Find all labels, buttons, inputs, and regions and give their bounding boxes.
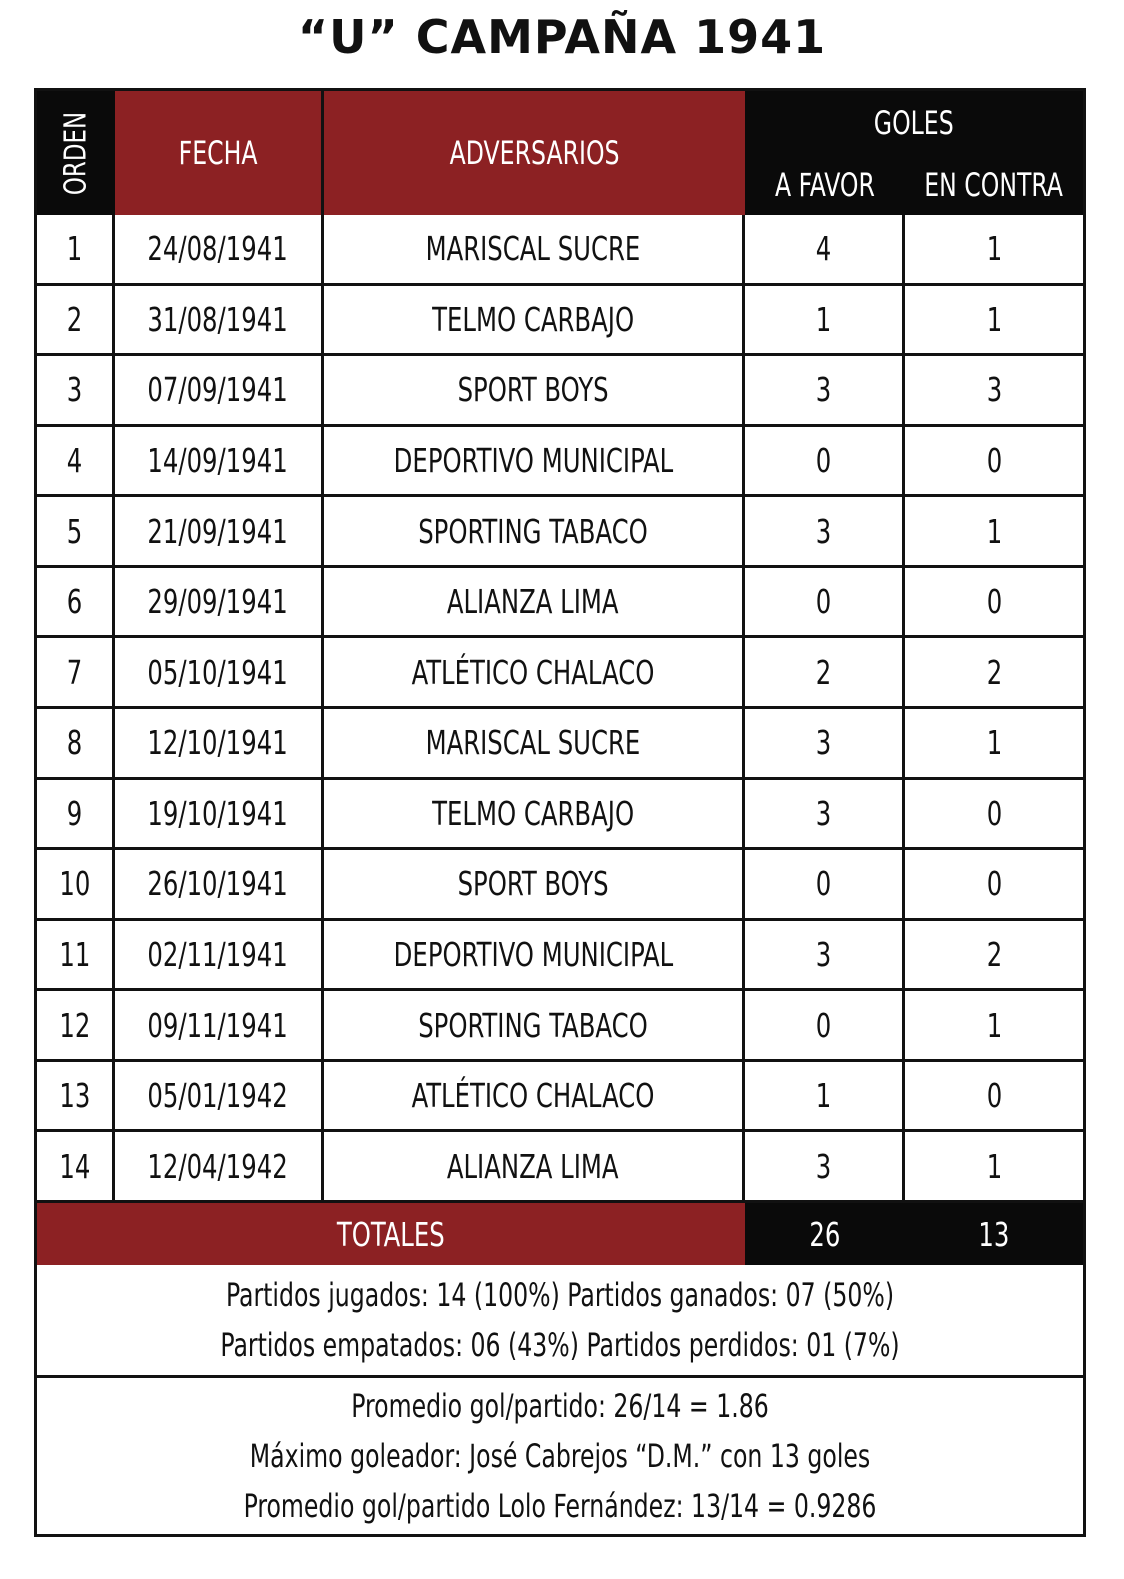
cell-a-favor xyxy=(745,427,905,498)
cell-adversario-text: SPORT BOYS xyxy=(457,864,609,904)
cell-fecha xyxy=(115,1132,324,1203)
stats-line-1: Promedio gol/partido: 26/14 = 1.86 xyxy=(351,1387,769,1425)
cell-fecha-text: 07/09/1941 xyxy=(147,370,289,410)
cell-fecha-text: 21/09/1941 xyxy=(147,511,289,551)
header-a-favor xyxy=(745,155,905,215)
cell-a-favor xyxy=(745,1132,905,1203)
cell-fecha-text: 05/10/1941 xyxy=(147,652,289,692)
cell-orden-text: 8 xyxy=(66,723,83,763)
cell-orden xyxy=(37,638,115,709)
cell-orden-text: 7 xyxy=(66,652,83,692)
cell-orden xyxy=(37,921,115,992)
cell-adversario-text: ALIANZA LIMA xyxy=(447,1146,619,1186)
cell-adversario-text: SPORTING TABACO xyxy=(418,1005,648,1045)
cell-en-contra-text: 2 xyxy=(986,652,1002,692)
cell-adversario-text: MARISCAL SUCRE xyxy=(425,723,641,763)
campaign-table xyxy=(34,88,1086,1537)
cell-en-contra xyxy=(905,991,1083,1062)
cell-a-favor xyxy=(745,356,905,427)
cell-adversario-text: DEPORTIVO MUNICIPAL xyxy=(393,934,673,974)
cell-a-favor xyxy=(745,286,905,357)
cell-a-favor-text: 0 xyxy=(815,864,832,904)
header-fecha xyxy=(115,91,324,215)
cell-adversario xyxy=(324,780,745,851)
cell-orden-text: 5 xyxy=(66,511,83,551)
cell-orden xyxy=(37,286,115,357)
cell-adversario xyxy=(324,850,745,921)
cell-fecha-text: 02/11/1941 xyxy=(147,934,289,974)
header-orden xyxy=(37,91,115,215)
cell-a-favor-text: 2 xyxy=(815,652,832,692)
cell-en-contra xyxy=(905,921,1083,992)
cell-a-favor xyxy=(745,497,905,568)
cell-a-favor xyxy=(745,780,905,851)
cell-orden-text: 4 xyxy=(66,440,83,480)
cell-a-favor xyxy=(745,638,905,709)
cell-orden xyxy=(37,780,115,851)
totals-en-contra: 13 xyxy=(978,1214,1010,1254)
cell-en-contra-text: 1 xyxy=(986,1005,1002,1045)
header-fecha-label: FECHA xyxy=(178,134,258,172)
cell-en-contra-text: 1 xyxy=(986,299,1002,339)
header-orden-label: ORDEN xyxy=(58,111,94,195)
cell-en-contra xyxy=(905,356,1083,427)
cell-a-favor xyxy=(745,215,905,286)
cell-a-favor-text: 3 xyxy=(815,793,832,833)
cell-orden xyxy=(37,356,115,427)
cell-adversario-text: TELMO CARBAJO xyxy=(432,793,634,833)
cell-fecha-text: 31/08/1941 xyxy=(147,299,289,339)
cell-orden-text: 12 xyxy=(59,1005,90,1045)
cell-orden-text: 3 xyxy=(66,370,83,410)
cell-orden-text: 1 xyxy=(66,229,83,269)
totals-label-cell xyxy=(37,1203,745,1265)
cell-fecha xyxy=(115,921,324,992)
cell-en-contra xyxy=(905,286,1083,357)
totals-label: TOTALES xyxy=(337,1214,445,1254)
cell-a-favor-text: 3 xyxy=(815,723,832,763)
totals-a-favor: 26 xyxy=(809,1214,841,1254)
cell-a-favor-text: 3 xyxy=(815,511,832,551)
cell-orden-text: 13 xyxy=(59,1076,90,1116)
cell-fecha-text: 26/10/1941 xyxy=(147,864,289,904)
cell-fecha xyxy=(115,850,324,921)
goal-stats xyxy=(37,1378,1083,1534)
page-title: “U” CAMPAÑA 1941 xyxy=(297,10,827,64)
header-a-favor-label: A FAVOR xyxy=(775,166,875,204)
cell-fecha-text: 14/09/1941 xyxy=(147,440,289,480)
cell-fecha xyxy=(115,1062,324,1133)
header-adversarios-label: ADVERSARIOS xyxy=(449,134,620,172)
cell-orden xyxy=(37,497,115,568)
cell-orden-text: 2 xyxy=(66,299,83,339)
cell-orden xyxy=(37,991,115,1062)
header-en-contra-label: EN CONTRA xyxy=(924,166,1064,204)
cell-en-contra-text: 1 xyxy=(986,723,1002,763)
cell-en-contra-text: 1 xyxy=(986,511,1002,551)
cell-adversario xyxy=(324,638,745,709)
cell-fecha-text: 12/10/1941 xyxy=(147,723,289,763)
cell-en-contra-text: 3 xyxy=(986,370,1002,410)
cell-orden xyxy=(37,1132,115,1203)
cell-a-favor xyxy=(745,568,905,639)
header-goles xyxy=(745,91,1083,155)
totals-a-favor-cell xyxy=(745,1203,905,1265)
cell-en-contra xyxy=(905,1062,1083,1133)
cell-fecha xyxy=(115,991,324,1062)
cell-fecha xyxy=(115,356,324,427)
cell-a-favor-text: 0 xyxy=(815,1005,832,1045)
cell-adversario-text: ATLÉTICO CHALACO xyxy=(411,1076,655,1116)
cell-orden xyxy=(37,568,115,639)
cell-fecha-text: 19/10/1941 xyxy=(147,793,289,833)
cell-a-favor-text: 3 xyxy=(815,934,832,974)
cell-a-favor-text: 3 xyxy=(815,370,832,410)
cell-en-contra-text: 0 xyxy=(986,1076,1002,1116)
cell-orden xyxy=(37,215,115,286)
cell-orden-text: 14 xyxy=(59,1146,90,1186)
cell-adversario xyxy=(324,568,745,639)
cell-orden-text: 11 xyxy=(59,934,90,974)
header-adversarios xyxy=(324,91,745,215)
cell-en-contra xyxy=(905,638,1083,709)
cell-en-contra xyxy=(905,850,1083,921)
cell-orden-text: 6 xyxy=(66,582,83,622)
cell-fecha-text: 29/09/1941 xyxy=(147,582,289,622)
cell-fecha-text: 24/08/1941 xyxy=(147,229,289,269)
cell-en-contra-text: 0 xyxy=(986,440,1002,480)
header-en-contra xyxy=(905,155,1083,215)
cell-fecha-text: 12/04/1942 xyxy=(147,1146,289,1186)
summary-line-1: Partidos jugados: 14 (100%) Partidos ganados: 07 (50%) xyxy=(225,1276,895,1314)
cell-en-contra-text: 2 xyxy=(986,934,1002,974)
header-goles-label: GOLES xyxy=(874,104,954,142)
cell-orden-text: 9 xyxy=(66,793,83,833)
cell-fecha xyxy=(115,497,324,568)
cell-adversario xyxy=(324,427,745,498)
cell-en-contra xyxy=(905,1132,1083,1203)
cell-en-contra-text: 1 xyxy=(986,229,1002,269)
cell-adversario xyxy=(324,286,745,357)
cell-adversario-text: ATLÉTICO CHALACO xyxy=(411,652,655,692)
cell-a-favor-text: 0 xyxy=(815,440,832,480)
cell-adversario xyxy=(324,921,745,992)
cell-adversario xyxy=(324,1132,745,1203)
cell-adversario-text: DEPORTIVO MUNICIPAL xyxy=(393,440,673,480)
cell-fecha-text: 05/01/1942 xyxy=(147,1076,289,1116)
match-summary xyxy=(37,1265,1083,1378)
cell-a-favor-text: 1 xyxy=(815,1076,832,1116)
cell-en-contra xyxy=(905,497,1083,568)
cell-en-contra-text: 0 xyxy=(986,582,1002,622)
cell-en-contra xyxy=(905,215,1083,286)
cell-adversario xyxy=(324,709,745,780)
cell-adversario-text: ALIANZA LIMA xyxy=(447,582,619,622)
cell-fecha xyxy=(115,568,324,639)
cell-fecha xyxy=(115,427,324,498)
cell-a-favor xyxy=(745,850,905,921)
cell-orden xyxy=(37,850,115,921)
cell-en-contra-text: 1 xyxy=(986,1146,1002,1186)
cell-fecha xyxy=(115,780,324,851)
cell-fecha xyxy=(115,215,324,286)
stats-line-3: Promedio gol/partido Lolo Fernández: 13/14 = 0.9286 xyxy=(243,1487,877,1525)
cell-fecha-text: 09/11/1941 xyxy=(147,1005,289,1045)
cell-adversario xyxy=(324,356,745,427)
cell-en-contra xyxy=(905,709,1083,780)
cell-en-contra xyxy=(905,780,1083,851)
cell-adversario-text: TELMO CARBAJO xyxy=(432,299,634,339)
cell-a-favor-text: 1 xyxy=(815,299,832,339)
cell-a-favor xyxy=(745,921,905,992)
cell-adversario xyxy=(324,991,745,1062)
totals-en-contra-cell xyxy=(905,1203,1083,1265)
cell-orden-text: 10 xyxy=(59,864,90,904)
cell-adversario xyxy=(324,1062,745,1133)
cell-a-favor xyxy=(745,1062,905,1133)
cell-adversario xyxy=(324,215,745,286)
cell-en-contra-text: 0 xyxy=(986,864,1002,904)
cell-a-favor-text: 4 xyxy=(815,229,832,269)
cell-orden xyxy=(37,427,115,498)
stats-line-2: Máximo goleador: José Cabrejos “D.M.” con 13 goles xyxy=(249,1437,871,1475)
cell-en-contra xyxy=(905,427,1083,498)
cell-a-favor-text: 0 xyxy=(815,582,832,622)
cell-adversario xyxy=(324,497,745,568)
cell-en-contra-text: 0 xyxy=(986,793,1002,833)
cell-fecha xyxy=(115,286,324,357)
cell-fecha xyxy=(115,638,324,709)
cell-a-favor xyxy=(745,991,905,1062)
summary-line-2: Partidos empatados: 06 (43%) Partidos perdidos: 01 (7%) xyxy=(220,1326,900,1364)
cell-orden xyxy=(37,1062,115,1133)
cell-a-favor xyxy=(745,709,905,780)
cell-a-favor-text: 3 xyxy=(815,1146,832,1186)
cell-orden xyxy=(37,709,115,780)
cell-en-contra xyxy=(905,568,1083,639)
cell-adversario-text: SPORTING TABACO xyxy=(418,511,648,551)
cell-adversario-text: MARISCAL SUCRE xyxy=(425,229,641,269)
cell-adversario-text: SPORT BOYS xyxy=(457,370,609,410)
cell-fecha xyxy=(115,709,324,780)
